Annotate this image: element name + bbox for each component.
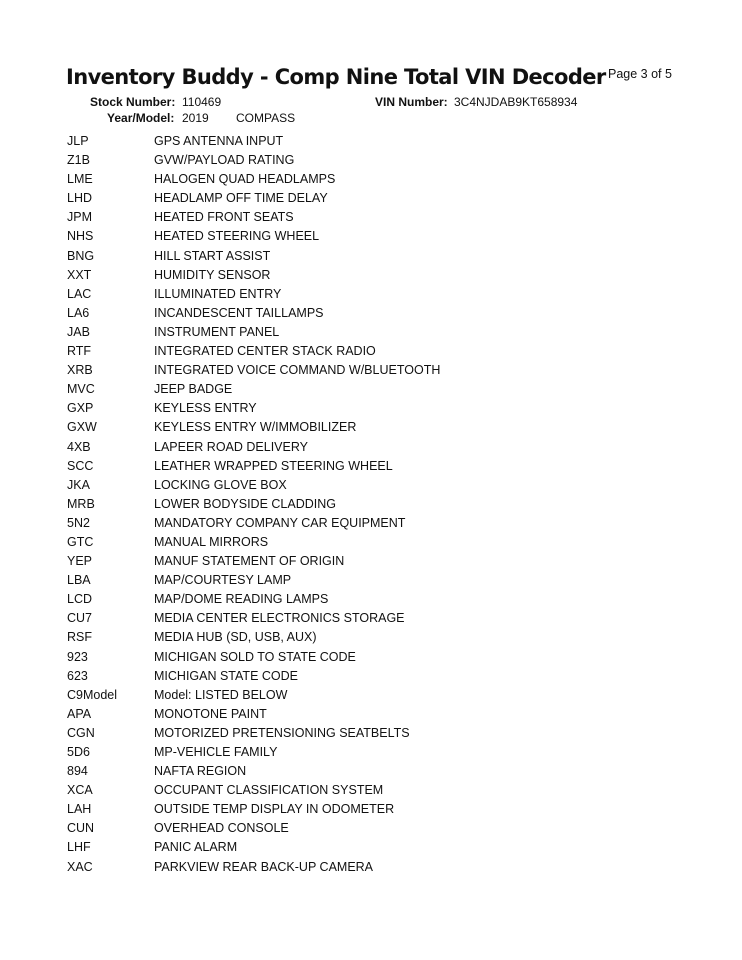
stock-number-value: 110469: [182, 95, 222, 109]
option-code: 5N2: [67, 515, 90, 530]
option-description: MONOTONE PAINT: [154, 706, 267, 721]
option-code: JKA: [67, 477, 90, 492]
option-description: INCANDESCENT TAILLAMPS: [154, 305, 324, 320]
option-description: INTEGRATED CENTER STACK RADIO: [154, 344, 376, 359]
option-code: Z1B: [67, 153, 90, 168]
option-description: LOCKING GLOVE BOX: [154, 477, 287, 492]
option-code: LBA: [67, 573, 91, 588]
option-code: CUN: [67, 821, 95, 836]
option-code: LAH: [67, 802, 92, 817]
option-code: BNG: [67, 248, 95, 263]
option-description: GPS ANTENNA INPUT: [154, 134, 284, 148]
option-code: YEP: [67, 554, 93, 569]
option-description: HUMIDITY SENSOR: [154, 267, 271, 282]
option-code: MVC: [67, 382, 95, 397]
option-code: C9Model: [67, 687, 118, 702]
option-code: 923: [67, 649, 88, 664]
option-description: HALOGEN QUAD HEADLAMPS: [154, 172, 336, 187]
option-description: HILL START ASSIST: [154, 248, 271, 263]
option-code: APA: [67, 706, 92, 721]
option-description: OCCUPANT CLASSIFICATION SYSTEM: [154, 783, 384, 798]
option-description: KEYLESS ENTRY W/IMMOBILIZER: [154, 420, 357, 435]
option-description: MICHIGAN SOLD TO STATE CODE: [154, 649, 356, 664]
option-description: GVW/PAYLOAD RATING: [154, 153, 295, 168]
stock-number-label: Stock Number:: [90, 95, 176, 109]
option-description: MP-VEHICLE FAMILY: [154, 745, 278, 759]
option-code: LA6: [67, 305, 90, 320]
option-code: 623: [67, 668, 88, 683]
option-code: JLP: [67, 134, 89, 148]
option-code: XAC: [67, 859, 93, 874]
document-title: Inventory Buddy - Comp Nine Total VIN Decoder: [66, 65, 606, 89]
option-code: LCD: [67, 592, 93, 607]
year-model-label: Year/Model:: [107, 111, 175, 125]
option-description: MEDIA HUB (SD, USB, AUX): [154, 630, 317, 645]
option-description: LEATHER WRAPPED STEERING WHEEL: [154, 458, 393, 473]
option-code: CU7: [67, 611, 93, 626]
option-description: OUTSIDE TEMP DISPLAY IN ODOMETER: [154, 802, 395, 817]
option-code: CGN: [67, 725, 95, 740]
vin-value: 3C4NJDAB9KT658934: [454, 95, 578, 109]
option-code: RTF: [67, 344, 92, 359]
option-code: GTC: [67, 534, 94, 549]
option-code: XRB: [67, 363, 93, 378]
option-code: 894: [67, 764, 88, 779]
vin-label: VIN Number:: [375, 95, 448, 109]
option-code: LHF: [67, 840, 91, 855]
option-description: OVERHEAD CONSOLE: [154, 821, 289, 836]
option-code: GXP: [67, 401, 94, 416]
option-description: MANDATORY COMPANY CAR EQUIPMENT: [154, 515, 406, 530]
option-code: LHD: [67, 191, 93, 206]
option-description: INTEGRATED VOICE COMMAND W/BLUETOOTH: [154, 363, 441, 378]
option-code: LME: [67, 172, 93, 187]
model-value: COMPASS: [236, 111, 296, 125]
option-description: MAP/COURTESY LAMP: [154, 573, 292, 588]
option-code: NHS: [67, 229, 94, 244]
option-description: HEADLAMP OFF TIME DELAY: [154, 191, 328, 206]
option-description: NAFTA REGION: [154, 764, 247, 779]
option-description: MEDIA CENTER ELECTRONICS STORAGE: [154, 611, 405, 626]
year-value: 2019: [182, 111, 209, 125]
option-description: PANIC ALARM: [154, 840, 238, 855]
option-description: Model: LISTED BELOW: [154, 687, 288, 702]
option-description: MAP/DOME READING LAMPS: [154, 592, 329, 607]
option-description: MANUF STATEMENT OF ORIGIN: [154, 554, 345, 569]
option-description: HEATED STEERING WHEEL: [154, 229, 320, 244]
option-code: 5D6: [67, 745, 90, 759]
option-description: HEATED FRONT SEATS: [154, 210, 294, 225]
option-code: XXT: [67, 267, 92, 282]
option-description: INSTRUMENT PANEL: [154, 324, 280, 339]
option-description: MOTORIZED PRETENSIONING SEATBELTS: [154, 725, 410, 740]
option-description: LOWER BODYSIDE CLADDING: [154, 496, 336, 511]
option-description: LAPEER ROAD DELIVERY: [154, 439, 308, 454]
option-code: JAB: [67, 324, 90, 339]
option-code: 4XB: [67, 439, 91, 454]
option-code: MRB: [67, 496, 95, 511]
option-code: SCC: [67, 458, 94, 473]
option-code: XCA: [67, 783, 93, 798]
option-description: ILLUMINATED ENTRY: [154, 286, 282, 301]
option-description: JEEP BADGE: [154, 382, 233, 397]
option-description: MANUAL MIRRORS: [154, 534, 269, 549]
option-code: JPM: [67, 210, 92, 225]
option-code: GXW: [67, 420, 97, 435]
option-description: PARKVIEW REAR BACK-UP CAMERA: [154, 859, 374, 874]
option-description: MICHIGAN STATE CODE: [154, 668, 298, 683]
option-code: RSF: [67, 630, 92, 645]
option-code: LAC: [67, 286, 92, 301]
page-number: Page 3 of 5: [608, 67, 672, 81]
option-description: KEYLESS ENTRY: [154, 401, 257, 416]
